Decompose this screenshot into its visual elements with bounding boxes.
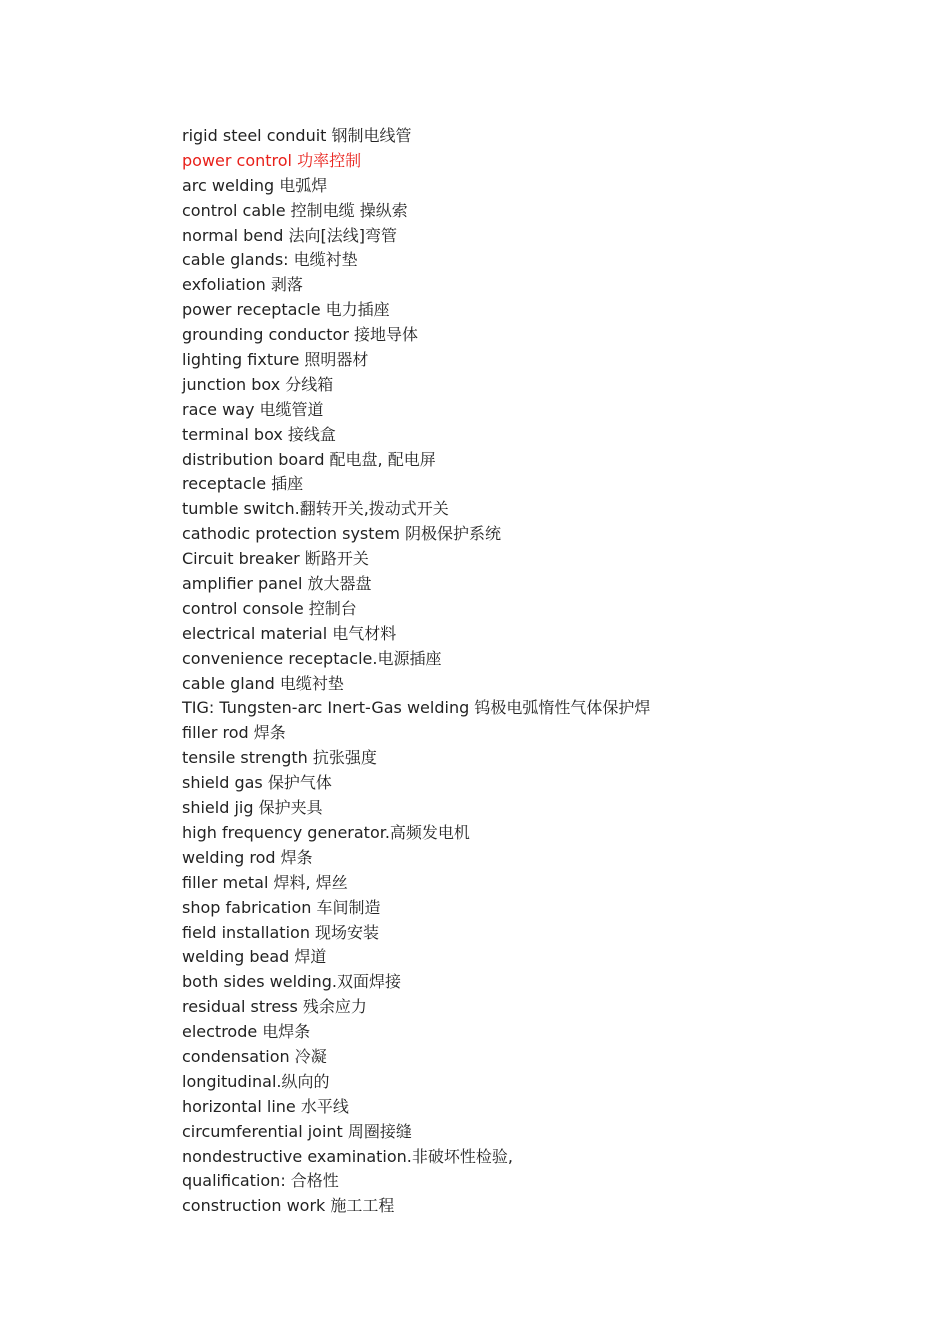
glossary-entry: field installation 现场安装 [182, 922, 380, 942]
glossary-entry: receptacle 插座 [182, 474, 304, 494]
glossary-entry: condensation 冷凝 [182, 1046, 327, 1066]
glossary-list [182, 124, 650, 1219]
glossary-entry: welding bead 焊道 [182, 947, 327, 967]
glossary-entry: qualification: 合格性 [182, 1171, 339, 1191]
glossary-entry: lighting fixture 照明器材 [182, 350, 369, 370]
glossary-entry: shield gas 保护气体 [182, 773, 332, 793]
glossary-entry: nondestructive examination.非破坏性检验, [182, 1146, 513, 1166]
glossary-entry: welding rod 焊条 [182, 847, 313, 867]
glossary-entry: tumble switch.翻转开关,拨动式开关 [182, 499, 449, 519]
glossary-entry: filler rod 焊条 [182, 723, 286, 743]
glossary-entry: construction work 施工工程 [182, 1196, 395, 1216]
glossary-entry: amplifier panel 放大器盘 [182, 574, 372, 594]
glossary-entry: control cable 控制电缆 操纵索 [182, 200, 408, 220]
glossary-entry: electrical material 电气材料 [182, 623, 397, 643]
glossary-entry: distribution board 配电盘, 配电屏 [182, 449, 436, 469]
glossary-entry: shop fabrication 车间制造 [182, 897, 381, 917]
glossary-entry: shield jig 保护夹具 [182, 798, 323, 818]
glossary-entry: cable gland 电缆衬垫 [182, 673, 344, 693]
glossary-entry: filler metal 焊料, 焊丝 [182, 872, 348, 892]
glossary-entry: cathodic protection system 阴极保护系统 [182, 524, 502, 544]
glossary-entry: arc welding 电弧焊 [182, 175, 328, 195]
glossary-entry: power receptacle 电力插座 [182, 300, 390, 320]
glossary-entry: horizontal line 水平线 [182, 1096, 349, 1116]
glossary-entry: Circuit breaker 断路开关 [182, 549, 369, 569]
glossary-entry: normal bend 法向[法线]弯管 [182, 225, 398, 245]
glossary-entry: tensile strength 抗张强度 [182, 748, 377, 768]
glossary-entry: high frequency generator.高频发电机 [182, 822, 470, 842]
glossary-entry: grounding conductor 接地导体 [182, 325, 418, 345]
glossary-entry: both sides welding.双面焊接 [182, 972, 402, 992]
glossary-entry: electrode 电焊条 [182, 1022, 311, 1042]
glossary-entry: circumferential joint 周圈接缝 [182, 1121, 412, 1141]
glossary-entry: residual stress 残余应力 [182, 997, 367, 1017]
glossary-entry: TIG: Tungsten-arc Inert-Gas welding 钨极电弧惰性气体保护焊 [182, 698, 651, 718]
glossary-entry: control console 控制台 [182, 598, 357, 618]
glossary-entry: convenience receptacle.电源插座 [182, 648, 442, 668]
glossary-entry: exfoliation 剥落 [182, 275, 303, 295]
glossary-entry: rigid steel conduit 钢制电线管 [182, 126, 412, 145]
glossary-entry: terminal box 接线盒 [182, 424, 336, 444]
glossary-entry: race way 电缆管道 [182, 399, 324, 419]
glossary-entry: cable glands: 电缆衬垫 [182, 250, 358, 270]
glossary-entry: longitudinal.纵向的 [182, 1071, 330, 1091]
glossary-entry-highlighted: power control 功率控制 [182, 150, 362, 170]
glossary-entry: junction box 分线箱 [182, 374, 334, 394]
